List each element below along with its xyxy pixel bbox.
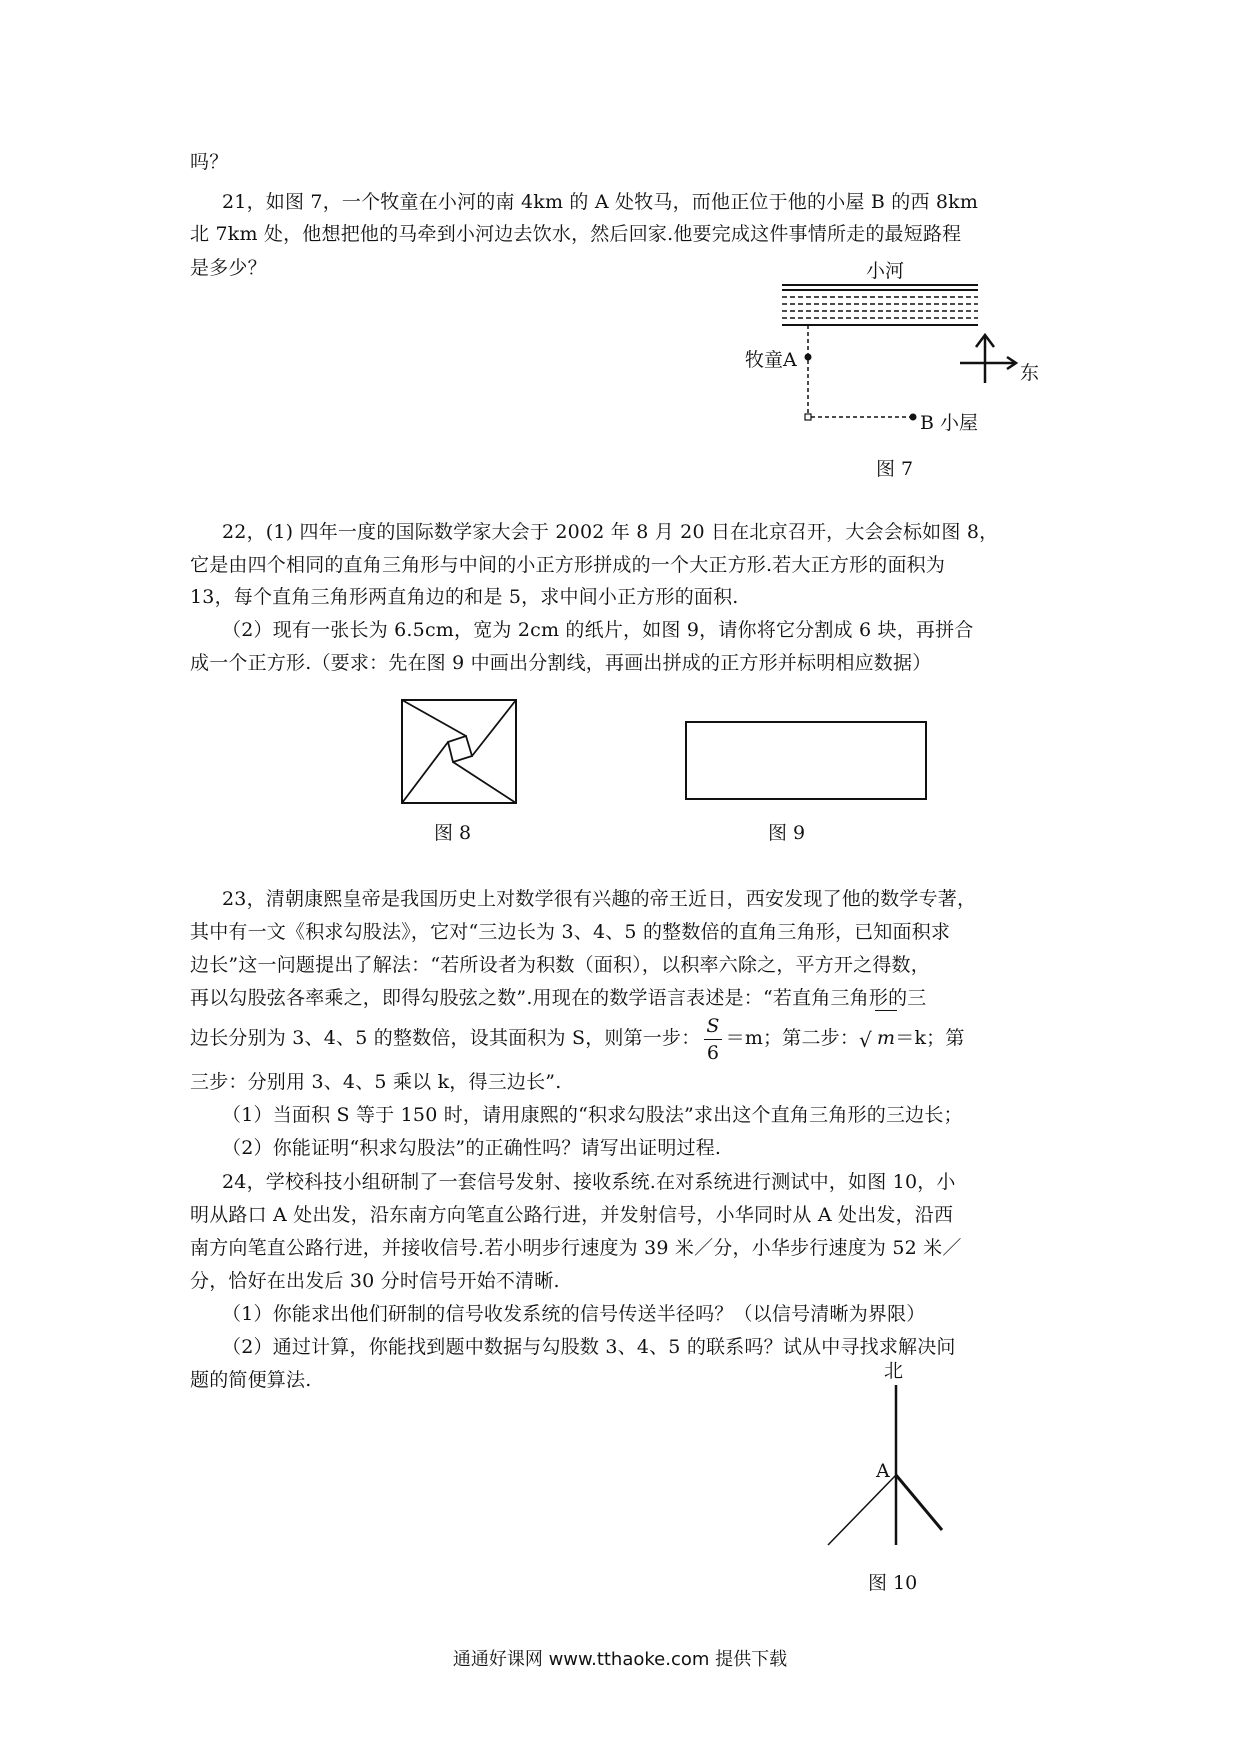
figure-7-diagram — [760, 275, 1060, 475]
text-line: 题的简便算法. — [190, 1369, 312, 1391]
text-line: （2）现有一张长为 6.5cm，宽为 2cm 的纸片，如图 9，请你将它分割成 6 块，再拼合 — [222, 619, 974, 641]
compass-icon — [960, 335, 1016, 383]
text-line: 明从路口 A 处出发，沿东南方向笔直公路行进，并发射信号，小华同时从 A 处出发，沿西 — [190, 1204, 954, 1226]
text-line: 23，清朝康熙皇帝是我国历史上对数学很有兴趣的帝王近日，西安发现了他的数学专著， — [222, 888, 977, 910]
north-label: 北 — [884, 1360, 904, 1382]
text-line: 南方向笔直公路行进，并接收信号.若小明步行速度为 39 米／分，小华步行速度为 52 米／ — [190, 1237, 962, 1259]
text-line: 再以勾股弦各率乘之，即得勾股弦之数”.用现在的数学语言表述是：“若直角三角形的三 — [190, 987, 927, 1009]
figure-7-caption: 图 7 — [876, 458, 914, 480]
figure-9-caption: 图 9 — [768, 822, 806, 844]
point-a-dot — [805, 354, 812, 361]
point-b-dot — [910, 414, 917, 421]
footer-source: 通通好课网 www.tthaoke.com 提供下载 — [452, 1649, 788, 1670]
text-line: （1）当面积 S 等于 150 时，请用康熙的“积求勾股法”求出这个直角三角形的三边长； — [222, 1104, 963, 1126]
text-line: 其中有一文《积求勾股法》，它对“三边长为 3、4、5 的整数倍的直角三角形，已知面积求 — [190, 921, 951, 943]
text-line: （2）你能证明“积求勾股法”的正确性吗？请写出证明过程. — [222, 1137, 722, 1159]
text-line: （2）通过计算，你能找到题中数据与勾股数 3、4、5 的联系吗？试从中寻找求解决问 — [222, 1336, 956, 1358]
formula-text: ＝m；第二步： — [725, 1027, 860, 1049]
text-line: 是多少？ — [190, 257, 267, 279]
fraction-s-over-6 — [704, 1013, 721, 1066]
text-line: 13，每个直角三角形两直角边的和是 5，求中间小正方形的面积. — [190, 586, 739, 608]
text-line: 21，如图 7，一个牧童在小河的南 4km 的 A 处牧马，而他正位于他的小屋 B 的西 8km — [222, 191, 979, 213]
east-label: 东 — [1020, 362, 1040, 384]
sqrt-sign-icon: √ — [859, 1028, 872, 1052]
herder-a-label: 牧童A — [745, 349, 797, 371]
formula-text: 边长分别为 3、4、5 的整数倍，设其面积为 S，则第一步： — [190, 1027, 701, 1049]
southwest-road-line — [828, 1475, 896, 1545]
house-b-label: B 小屋 — [920, 412, 979, 434]
figure-8-diagram — [400, 698, 520, 806]
river-label: 小河 — [866, 260, 905, 282]
formula-text: ＝k；第 — [895, 1027, 965, 1049]
right-angle-marker — [805, 414, 811, 420]
text-line: （1）你能求出他们研制的信号收发系统的信号传送半径吗？（以信号清晰为界限） — [222, 1303, 926, 1325]
text-line: 它是由四个相同的直角三角形与中间的小正方形拼成的一个大正方形.若大正方形的面积为 — [190, 554, 946, 576]
text-line: 22，(1) 四年一度的国际数学家大会于 2002 年 8 月 20 日在北京召开，大会会标如图 8， — [222, 521, 999, 543]
figure-10-caption: 图 10 — [868, 1572, 918, 1594]
fraction-denominator: 6 — [706, 1041, 720, 1064]
paper-rectangle — [686, 722, 926, 799]
southeast-road-line — [896, 1475, 942, 1530]
point-a-label: A — [876, 1460, 890, 1482]
text-line: 24，学校科技小组研制了一套信号发射、接收系统.在对系统进行测试中，如图 10，小 — [222, 1171, 956, 1193]
text-line: 成一个正方形.（要求：先在图 9 中画出分割线，再画出拼成的正方形并标明相应数据） — [190, 652, 932, 674]
figure-10-diagram — [820, 1380, 960, 1550]
text-line: 北 7km 处，他想把他的马牵到小河边去饮水，然后回家.他要完成这件事情所走的最短路程 — [190, 223, 962, 245]
text-line: 三步：分别用 3、4、5 乘以 k，得三边长”. — [190, 1071, 562, 1093]
text-line-formula — [190, 1010, 965, 1066]
sqrt-m — [859, 1010, 895, 1066]
sqrt-radicand: m — [877, 1027, 896, 1049]
text-line: 吗？ — [190, 151, 229, 173]
text-line: 分，恰好在出发后 30 分时信号开始不清晰. — [190, 1270, 560, 1292]
inner-square — [448, 736, 472, 762]
text-line: 边长”这一问题提出了解法：“若所设者为积数（面积），以积率六除之，平方开之得数， — [190, 954, 930, 976]
figure-8-caption: 图 8 — [434, 822, 472, 844]
fraction-numerator: S — [704, 1013, 721, 1040]
figure-9-diagram — [684, 720, 929, 802]
